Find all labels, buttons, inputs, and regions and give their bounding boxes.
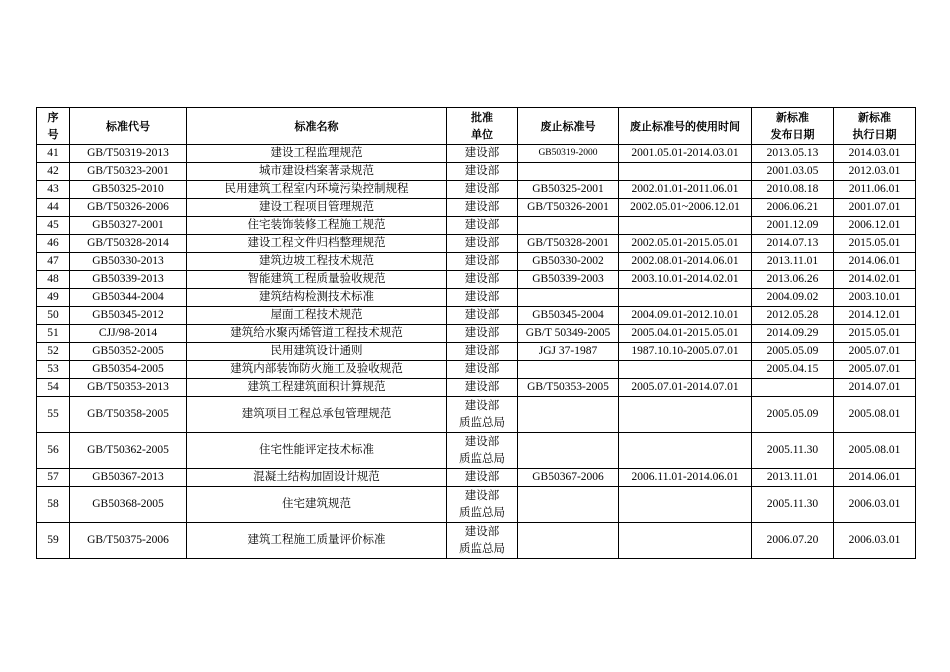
cell-standard-code: GB/T50362-2005 bbox=[70, 433, 187, 469]
cell-publish-date: 2005.11.30 bbox=[752, 487, 834, 523]
cell-publish-date: 2013.06.26 bbox=[752, 271, 834, 289]
cell-replaced-period: 2001.05.01-2014.03.01 bbox=[619, 145, 752, 163]
cell-replaced-standard: GB50330-2002 bbox=[518, 253, 619, 271]
cell-effective-date: 2015.05.01 bbox=[834, 325, 916, 343]
cell-replaced-period bbox=[619, 523, 752, 559]
header-replaced: 废止标准号 bbox=[518, 108, 619, 145]
cell-approving-unit bbox=[447, 163, 518, 181]
cell-replaced-period bbox=[619, 487, 752, 523]
cell-approving-unit bbox=[447, 145, 518, 163]
header-publish-line1: 新标准 bbox=[776, 111, 809, 124]
cell-replaced-standard: GB50339-2003 bbox=[518, 271, 619, 289]
table-row bbox=[37, 397, 916, 433]
cell-standard-name: 建设工程文件归档整理规范 bbox=[187, 235, 447, 253]
cell-publish-date: 2005.05.09 bbox=[752, 343, 834, 361]
table-row bbox=[37, 469, 916, 487]
cell-standard-name: 建筑工程建筑面积计算规范 bbox=[187, 379, 447, 397]
cell-effective-date: 2011.06.01 bbox=[834, 181, 916, 199]
cell-approving-unit bbox=[447, 379, 518, 397]
cell-replaced-standard: GB/T50326-2001 bbox=[518, 199, 619, 217]
cell-effective-date: 2006.03.01 bbox=[834, 523, 916, 559]
cell-standard-name: 建筑给水聚丙烯管道工程技术规范 bbox=[187, 325, 447, 343]
table-row bbox=[37, 235, 916, 253]
header-seq bbox=[37, 108, 70, 145]
cell-seq: 50 bbox=[37, 307, 70, 325]
cell-approving-unit bbox=[447, 199, 518, 217]
cell-standard-code: GB50325-2010 bbox=[70, 181, 187, 199]
cell-approving-unit bbox=[447, 325, 518, 343]
cell-publish-date: 2005.11.30 bbox=[752, 433, 834, 469]
cell-standard-name: 住宅建筑规范 bbox=[187, 487, 447, 523]
cell-replaced-standard: GB50367-2006 bbox=[518, 469, 619, 487]
table-row bbox=[37, 271, 916, 289]
cell-seq: 59 bbox=[37, 523, 70, 559]
cell-replaced-period: 2002.05.01-2015.05.01 bbox=[619, 235, 752, 253]
table-row bbox=[37, 163, 916, 181]
header-publish-line2: 发布日期 bbox=[770, 128, 815, 141]
cell-replaced-period: 2006.11.01-2014.06.01 bbox=[619, 469, 752, 487]
cell-replaced-period bbox=[619, 361, 752, 379]
cell-standard-name: 建筑内部装饰防火施工及验收规范 bbox=[187, 361, 447, 379]
cell-effective-date: 2014.02.01 bbox=[834, 271, 916, 289]
cell-replaced-standard bbox=[518, 217, 619, 235]
cell-effective-date: 2005.08.01 bbox=[834, 433, 916, 469]
cell-replaced-period: 2005.07.01-2014.07.01 bbox=[619, 379, 752, 397]
cell-approving-unit bbox=[447, 181, 518, 199]
cell-standard-name: 建筑项目工程总承包管理规范 bbox=[187, 397, 447, 433]
cell-approving-unit bbox=[447, 523, 518, 559]
table-body bbox=[37, 145, 916, 559]
table-row bbox=[37, 487, 916, 523]
cell-replaced-standard bbox=[518, 523, 619, 559]
header-effective-line2: 执行日期 bbox=[852, 128, 897, 141]
cell-effective-date: 2015.05.01 bbox=[834, 235, 916, 253]
table-row bbox=[37, 523, 916, 559]
cell-replaced-period: 2002.01.01-2011.06.01 bbox=[619, 181, 752, 199]
header-effective-date bbox=[834, 108, 916, 145]
cell-standard-code: GB/T50358-2005 bbox=[70, 397, 187, 433]
cell-approving-unit bbox=[447, 253, 518, 271]
cell-standard-code: GB50339-2013 bbox=[70, 271, 187, 289]
cell-replaced-period bbox=[619, 433, 752, 469]
approving-unit-line1: 建设部 bbox=[464, 363, 500, 375]
cell-replaced-standard: JGJ 37-1987 bbox=[518, 343, 619, 361]
cell-replaced-standard bbox=[518, 397, 619, 433]
cell-standard-name: 建筑结构检测技术标准 bbox=[187, 289, 447, 307]
cell-publish-date: 2006.07.20 bbox=[752, 523, 834, 559]
table-row bbox=[37, 343, 916, 361]
table-row bbox=[37, 253, 916, 271]
cell-replaced-standard: GB/T50353-2005 bbox=[518, 379, 619, 397]
cell-standard-name: 建筑工程施工质量评价标准 bbox=[187, 523, 447, 559]
cell-standard-code: GB50327-2001 bbox=[70, 217, 187, 235]
cell-publish-date: 2014.07.13 bbox=[752, 235, 834, 253]
approving-unit-line1: 建设部 bbox=[464, 165, 500, 177]
cell-seq: 46 bbox=[37, 235, 70, 253]
header-replaced-period: 废止标准号的使用时间 bbox=[619, 108, 752, 145]
cell-seq: 55 bbox=[37, 397, 70, 433]
cell-standard-name: 混凝土结构加固设计规范 bbox=[187, 469, 447, 487]
approving-unit-line1: 建设部 bbox=[464, 237, 500, 249]
cell-publish-date: 2001.03.05 bbox=[752, 163, 834, 181]
cell-replaced-period bbox=[619, 397, 752, 433]
cell-approving-unit bbox=[447, 397, 518, 433]
approving-unit-line1: 建设部 bbox=[464, 525, 500, 538]
cell-replaced-standard bbox=[518, 487, 619, 523]
cell-standard-name: 城市建设档案著录规范 bbox=[187, 163, 447, 181]
cell-approving-unit bbox=[447, 289, 518, 307]
cell-effective-date: 2005.07.01 bbox=[834, 361, 916, 379]
table-header-row bbox=[37, 108, 916, 145]
header-unit bbox=[447, 108, 518, 145]
cell-effective-date: 2014.03.01 bbox=[834, 145, 916, 163]
cell-standard-code: CJJ/98-2014 bbox=[70, 325, 187, 343]
cell-seq: 48 bbox=[37, 271, 70, 289]
cell-standard-code: GB50352-2005 bbox=[70, 343, 187, 361]
cell-effective-date: 2001.07.01 bbox=[834, 199, 916, 217]
cell-seq: 58 bbox=[37, 487, 70, 523]
cell-effective-date: 2014.12.01 bbox=[834, 307, 916, 325]
cell-seq: 53 bbox=[37, 361, 70, 379]
header-seq-line1: 序 bbox=[47, 111, 59, 124]
cell-effective-date: 2003.10.01 bbox=[834, 289, 916, 307]
cell-standard-code: GB/T50326-2006 bbox=[70, 199, 187, 217]
approving-unit-line1: 建设部 bbox=[464, 147, 500, 159]
approving-unit-line1: 建设部 bbox=[464, 273, 500, 285]
table-row bbox=[37, 199, 916, 217]
cell-standard-name: 建筑边坡工程技术规范 bbox=[187, 253, 447, 271]
approving-unit-line1: 建设部 bbox=[464, 183, 500, 195]
cell-publish-date: 2013.11.01 bbox=[752, 469, 834, 487]
cell-standard-code: GB50345-2012 bbox=[70, 307, 187, 325]
cell-replaced-period: 2005.04.01-2015.05.01 bbox=[619, 325, 752, 343]
approving-unit-line1: 建设部 bbox=[464, 219, 500, 231]
approving-unit-line1: 建设部 bbox=[464, 309, 500, 321]
cell-standard-name: 屋面工程技术规范 bbox=[187, 307, 447, 325]
cell-publish-date: 2005.05.09 bbox=[752, 397, 834, 433]
cell-replaced-standard: GB/T50328-2001 bbox=[518, 235, 619, 253]
cell-publish-date: 2006.06.21 bbox=[752, 199, 834, 217]
approving-unit-line2: 质监总局 bbox=[459, 542, 505, 555]
cell-standard-code: GB/T50375-2006 bbox=[70, 523, 187, 559]
cell-replaced-standard: GB50325-2001 bbox=[518, 181, 619, 199]
approving-unit-line1: 建设部 bbox=[464, 435, 500, 448]
cell-standard-name: 建设工程项目管理规范 bbox=[187, 199, 447, 217]
cell-publish-date: 2001.12.09 bbox=[752, 217, 834, 235]
cell-approving-unit bbox=[447, 361, 518, 379]
header-effective-line1: 新标准 bbox=[858, 111, 891, 124]
cell-replaced-standard bbox=[518, 433, 619, 469]
table-row bbox=[37, 145, 916, 163]
approving-unit-line2: 质监总局 bbox=[459, 506, 505, 519]
cell-standard-code: GB/T50353-2013 bbox=[70, 379, 187, 397]
cell-approving-unit bbox=[447, 271, 518, 289]
cell-replaced-period: 2002.08.01-2014.06.01 bbox=[619, 253, 752, 271]
cell-replaced-standard bbox=[518, 289, 619, 307]
cell-replaced-period bbox=[619, 217, 752, 235]
standards-table bbox=[36, 107, 916, 559]
cell-standard-name: 民用建筑工程室内环境污染控制规程 bbox=[187, 181, 447, 199]
cell-approving-unit bbox=[447, 217, 518, 235]
cell-effective-date: 2005.07.01 bbox=[834, 343, 916, 361]
cell-standard-name: 住宅装饰装修工程施工规范 bbox=[187, 217, 447, 235]
cell-publish-date bbox=[752, 379, 834, 397]
cell-standard-name: 住宅性能评定技术标准 bbox=[187, 433, 447, 469]
cell-standard-code: GB50368-2005 bbox=[70, 487, 187, 523]
cell-standard-code: GB50344-2004 bbox=[70, 289, 187, 307]
header-publish-date bbox=[752, 108, 834, 145]
cell-seq: 54 bbox=[37, 379, 70, 397]
cell-seq: 42 bbox=[37, 163, 70, 181]
cell-replaced-standard: GB50345-2004 bbox=[518, 307, 619, 325]
cell-publish-date: 2012.05.28 bbox=[752, 307, 834, 325]
standards-table-sheet bbox=[36, 107, 915, 559]
cell-seq: 57 bbox=[37, 469, 70, 487]
cell-replaced-period: 1987.10.10-2005.07.01 bbox=[619, 343, 752, 361]
cell-approving-unit bbox=[447, 343, 518, 361]
cell-seq: 41 bbox=[37, 145, 70, 163]
cell-publish-date: 2010.08.18 bbox=[752, 181, 834, 199]
cell-seq: 52 bbox=[37, 343, 70, 361]
cell-standard-code: GB50354-2005 bbox=[70, 361, 187, 379]
cell-effective-date: 2005.08.01 bbox=[834, 397, 916, 433]
table-row bbox=[37, 289, 916, 307]
cell-effective-date: 2006.03.01 bbox=[834, 487, 916, 523]
cell-publish-date: 2005.04.15 bbox=[752, 361, 834, 379]
approving-unit-line1: 建设部 bbox=[464, 381, 500, 393]
cell-approving-unit bbox=[447, 307, 518, 325]
cell-effective-date: 2006.12.01 bbox=[834, 217, 916, 235]
cell-approving-unit bbox=[447, 235, 518, 253]
header-seq-line2: 号 bbox=[47, 128, 59, 141]
cell-approving-unit bbox=[447, 469, 518, 487]
approving-unit-line1: 建设部 bbox=[464, 399, 500, 412]
table-row bbox=[37, 379, 916, 397]
cell-seq: 49 bbox=[37, 289, 70, 307]
approving-unit-line1: 建设部 bbox=[464, 327, 500, 339]
approving-unit-line1: 建设部 bbox=[464, 345, 500, 357]
header-unit-line1: 批准 bbox=[471, 111, 493, 124]
cell-effective-date: 2014.06.01 bbox=[834, 253, 916, 271]
cell-replaced-period: 2004.09.01-2012.10.01 bbox=[619, 307, 752, 325]
cell-approving-unit bbox=[447, 433, 518, 469]
approving-unit-line1: 建设部 bbox=[464, 489, 500, 502]
table-row bbox=[37, 433, 916, 469]
cell-publish-date: 2013.05.13 bbox=[752, 145, 834, 163]
cell-standard-name: 智能建筑工程质量验收规范 bbox=[187, 271, 447, 289]
header-code: 标准代号 bbox=[70, 108, 187, 145]
header-unit-line2: 单位 bbox=[471, 128, 493, 141]
cell-replaced-standard bbox=[518, 163, 619, 181]
cell-effective-date: 2014.06.01 bbox=[834, 469, 916, 487]
approving-unit-line1: 建设部 bbox=[464, 255, 500, 267]
cell-standard-code: GB/T50328-2014 bbox=[70, 235, 187, 253]
cell-standard-code: GB/T50323-2001 bbox=[70, 163, 187, 181]
cell-replaced-standard: GB50319-2000 bbox=[518, 145, 619, 163]
approving-unit-line1: 建设部 bbox=[464, 201, 500, 213]
cell-approving-unit bbox=[447, 487, 518, 523]
cell-publish-date: 2013.11.01 bbox=[752, 253, 834, 271]
cell-effective-date: 2012.03.01 bbox=[834, 163, 916, 181]
approving-unit-line2: 质监总局 bbox=[459, 416, 505, 429]
cell-standard-code: GB50330-2013 bbox=[70, 253, 187, 271]
cell-standard-name: 建设工程监理规范 bbox=[187, 145, 447, 163]
cell-replaced-period bbox=[619, 163, 752, 181]
cell-seq: 43 bbox=[37, 181, 70, 199]
table-row bbox=[37, 181, 916, 199]
cell-replaced-period: 2002.05.01~2006.12.01 bbox=[619, 199, 752, 217]
cell-seq: 47 bbox=[37, 253, 70, 271]
table-row bbox=[37, 307, 916, 325]
cell-standard-code: GB/T50319-2013 bbox=[70, 145, 187, 163]
cell-replaced-period: 2003.10.01-2014.02.01 bbox=[619, 271, 752, 289]
table-row bbox=[37, 325, 916, 343]
cell-seq: 44 bbox=[37, 199, 70, 217]
cell-standard-name: 民用建筑设计通则 bbox=[187, 343, 447, 361]
cell-seq: 56 bbox=[37, 433, 70, 469]
cell-replaced-period bbox=[619, 289, 752, 307]
table-row bbox=[37, 361, 916, 379]
header-name: 标准名称 bbox=[187, 108, 447, 145]
approving-unit-line1: 建设部 bbox=[464, 291, 500, 303]
cell-publish-date: 2014.09.29 bbox=[752, 325, 834, 343]
cell-standard-code: GB50367-2013 bbox=[70, 469, 187, 487]
cell-replaced-standard bbox=[518, 361, 619, 379]
cell-seq: 45 bbox=[37, 217, 70, 235]
approving-unit-line2: 质监总局 bbox=[459, 452, 505, 465]
cell-seq: 51 bbox=[37, 325, 70, 343]
cell-publish-date: 2004.09.02 bbox=[752, 289, 834, 307]
cell-replaced-standard: GB/T 50349-2005 bbox=[518, 325, 619, 343]
table-row bbox=[37, 217, 916, 235]
cell-effective-date: 2014.07.01 bbox=[834, 379, 916, 397]
approving-unit-line1: 建设部 bbox=[464, 471, 500, 483]
